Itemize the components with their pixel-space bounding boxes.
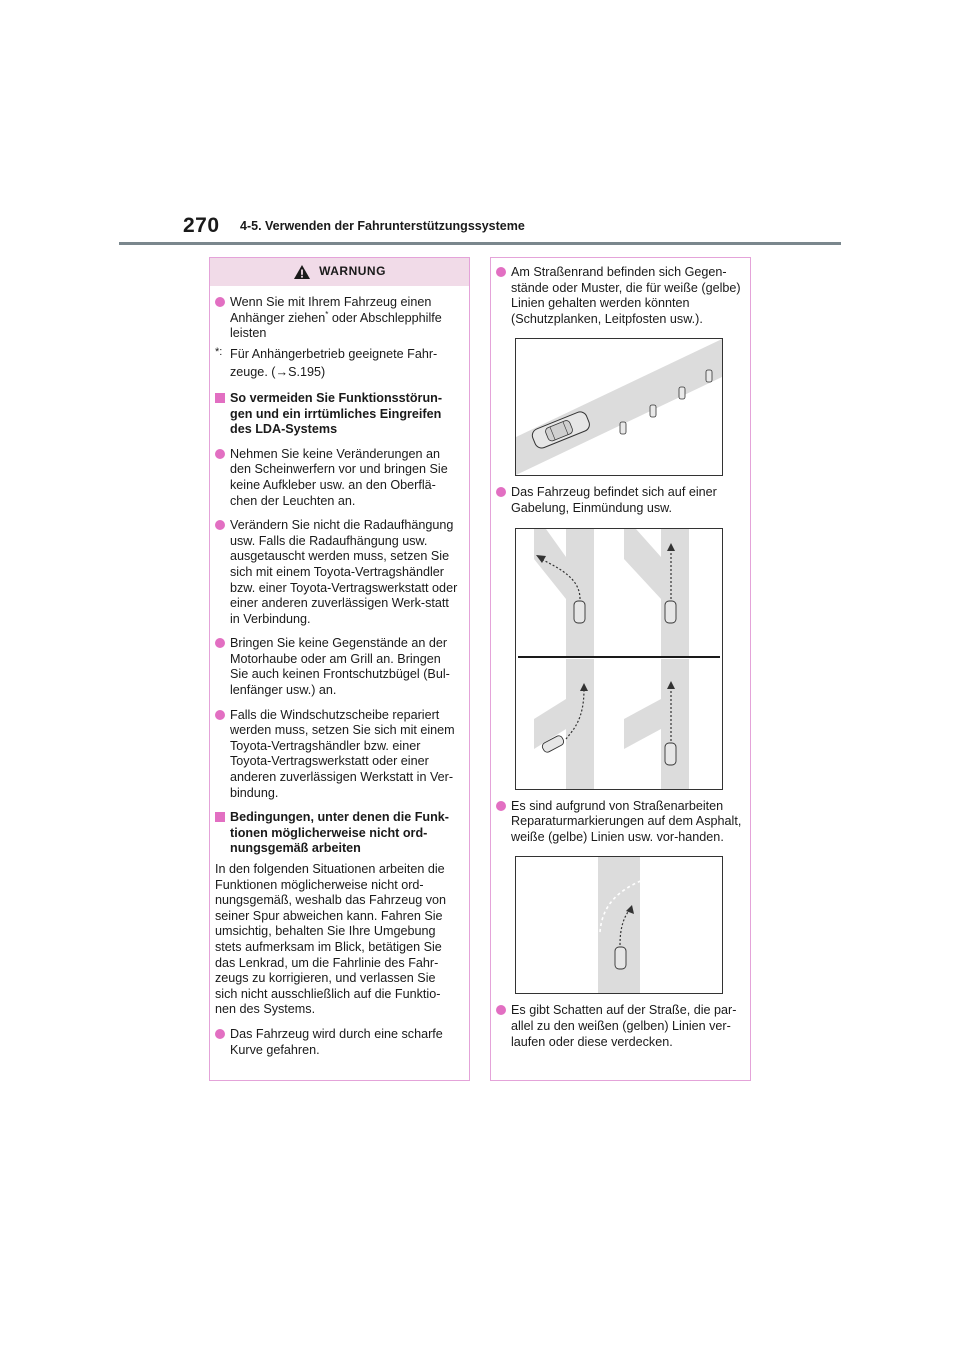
footnote-line-1: Für Anhängerbetrieb geeignete Fahr- xyxy=(230,346,438,361)
bullet-roadside xyxy=(496,265,742,327)
bullet-roadworks xyxy=(496,799,742,846)
bullet-dot-icon xyxy=(215,638,225,648)
bullet-roadside-text: Am Straßenrand befinden sich Gegen-stände oder Muster, die für weiße (gelbe) Linien gehalten werden könnten (Schutzplanken, Leitpfosten usw.). xyxy=(511,265,741,326)
bullet-curve xyxy=(215,1027,461,1058)
footnote-mark: *: xyxy=(215,345,223,358)
figure-repair-markings xyxy=(515,856,723,994)
bullet-headlights-text: Nehmen Sie keine Veränderungen an den Scheinwerfern vor und bringen Sie keine Aufkleber usw. an den Oberflä-chen der Leuchten an. xyxy=(230,446,448,508)
bullet-windshield-text: Falls die Windschutzscheibe repariert werden muss, setzen Sie sich mit einem Toyota-Vertragshändler bzw. einer Toyota-Vertragswerkstatt oder einer anderen zuverlässigen Werkstatt in Ver-bindung. xyxy=(230,707,455,800)
bullet-headlights xyxy=(215,447,461,509)
bullet-dot-icon xyxy=(215,449,225,459)
heading-conditions xyxy=(215,810,461,857)
bullet-hood-text: Bringen Sie keine Gegenstände an der Motorhaube oder am Grill an. Bringen Sie auch keinen Frontschutzbügel (Bul-lenfänger usw.) an. xyxy=(230,636,450,698)
bullet-shadows-text: Es gibt Schatten auf der Straße, die par-allel zu den weißen (gelben) Linien ver-laufen oder diese verdecken. xyxy=(511,1003,737,1049)
warning-triangle-icon xyxy=(293,264,311,280)
footnote xyxy=(215,347,461,381)
bullet-suspension-text: Verändern Sie nicht die Radaufhängung usw. Falls die Radaufhängung usw. ausgetauscht werden muss, setzen Sie sich mit einem Toyota-Vertragshändler bzw. einer Toyota-Vertragswerkstatt oder einer anderen zuverlässigen Werk-statt in Verbindung. xyxy=(230,518,458,626)
heading-prevent-text: So vermeiden Sie Funktionsstörun-gen und ein irrtümliches Eingreifen des LDA-Systems xyxy=(230,390,443,437)
bullet-dot-icon xyxy=(496,1005,506,1015)
heading-prevent xyxy=(215,391,461,438)
bullet-trailer-text: Wenn Sie mit Ihrem Fahrzeug einen Anhänger ziehen xyxy=(230,295,432,325)
footnote-star: * xyxy=(325,309,329,319)
bullet-fork xyxy=(496,485,742,516)
bullet-hood xyxy=(215,636,461,698)
heading-conditions-text: Bedingungen, unter denen die Funk-tionen möglicherweise nicht ord-nungsgemäß arbeiten xyxy=(230,810,449,856)
section-square-icon xyxy=(215,812,225,822)
bullet-windshield xyxy=(215,708,461,802)
section-title: 4-5. Verwenden der Fahrunterstützungssysteme xyxy=(240,219,525,233)
page-number: 270 xyxy=(183,214,220,237)
bullet-dot-icon xyxy=(496,487,506,497)
footnote-line-2: zeuge. (→S.195) xyxy=(230,365,326,380)
figure-roadside-posts xyxy=(515,338,723,476)
section-square-icon xyxy=(215,393,225,403)
bullet-trailer xyxy=(215,295,461,342)
bullet-dot-icon xyxy=(215,710,225,720)
bullet-fork-text: Das Fahrzeug befindet sich auf einer Gabelung, Einmündung usw. xyxy=(511,485,717,515)
bullet-suspension xyxy=(215,518,461,627)
bullet-dot-icon xyxy=(215,1029,225,1039)
paragraph-conditions: In den folgenden Situationen arbeiten die Funktionen möglicherweise nicht ord-nungsgemäß, weshalb das Fahrzeug von seiner Spur abweichen kann. Fahren Sie umsichtig, behalten Sie Ihre Umgebung stets aufmerksam im Blick, betätigen Sie das Lenkrad, um die Fahrlinie des Fahr-zeugs zu korrigieren, und verlassen Sie sich nicht ausschließlich auf die Funktio-nen des Systems. xyxy=(215,862,447,1017)
bullet-trailer-text-end: oder Abschlepphilfe leisten xyxy=(230,310,442,341)
bullet-dot-icon xyxy=(215,520,225,530)
conditions-box-continued xyxy=(490,257,751,1081)
warning-header xyxy=(210,258,469,286)
bullet-roadworks-text: Es sind aufgrund von Straßenarbeiten Reparaturmarkierungen auf dem Asphalt, weiße (gelbe) Linien usw. vor-handen. xyxy=(511,798,742,844)
warning-box xyxy=(209,257,470,1081)
bullet-dot-icon xyxy=(496,267,506,277)
bullet-dot-icon xyxy=(215,297,225,307)
figure-fork-junction xyxy=(515,528,723,790)
bullet-dot-icon xyxy=(496,801,506,811)
bullet-shadows xyxy=(496,1003,742,1050)
header-divider xyxy=(119,242,841,245)
bullet-curve-text: Das Fahrzeug wird durch eine scharfe Kurve gefahren. xyxy=(230,1026,443,1057)
warning-label: WARNUNG xyxy=(319,264,386,279)
